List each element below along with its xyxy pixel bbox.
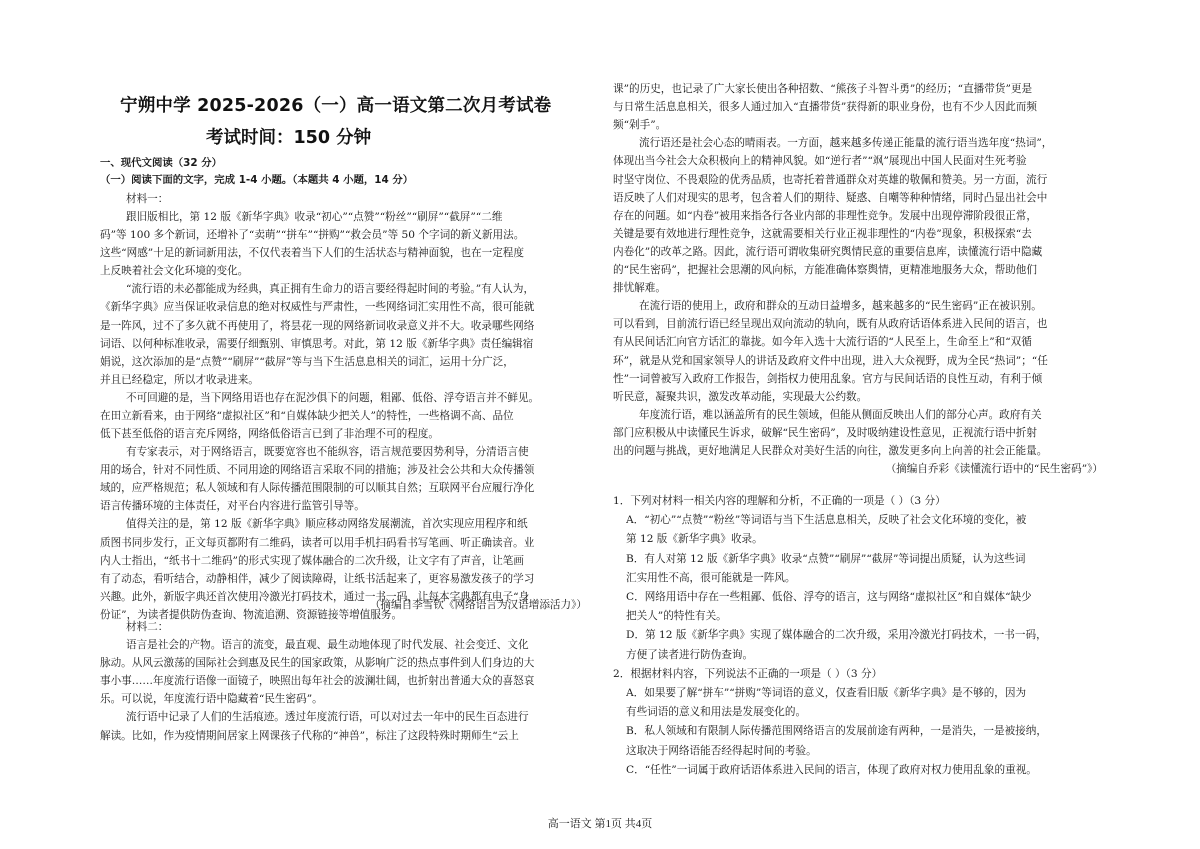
right-text-line: 频“剁手”。 bbox=[613, 119, 667, 132]
right-text-line: 第 12 版《新华字典》收录。 bbox=[626, 533, 763, 546]
left-text-line: 解读。比如，作为疫情期间居家上网课孩子代称的“神兽”，标注了这段特殊时期师生“云上 bbox=[100, 729, 519, 742]
left-text-line: 域的，应严格规范；私人领域和有人际传播范围限制的可以顺其自然；互联网平台应履行净化 bbox=[100, 482, 535, 495]
right-text-line: 的“民生密码”，把握社会思潮的风向标，方能准确体察舆情，更精准地服务大众，帮助他们 bbox=[613, 264, 1037, 276]
right-text-line: 部门应积极从中读懂民生诉求，破解“民生密码”，及时吸纳建设性意见，正视流行语中折射 bbox=[613, 426, 1037, 439]
left-text-line: 低下甚至低俗的语言充斥网络，网络低俗语言已到了非治理不可的程度。 bbox=[100, 428, 439, 441]
right-text-line: 汇实用性不高，很可能就是一阵风。 bbox=[626, 571, 796, 584]
left-text-line: 词语、以何种标准收录，需要仔细甄别、审慎思考。对此，第 12 版《新华字典》责任编辑宿 bbox=[100, 337, 534, 350]
right-text-line: 有些词语的意义和用法是发展变化的。 bbox=[626, 706, 807, 719]
left-text-line: 材料一： bbox=[126, 193, 169, 205]
left-text-line: 材料二： bbox=[126, 621, 169, 633]
right-text-line: B．私人领域和有限制人际传播范围网络语言的发展前途有两种，一是消失，一是被接纳， bbox=[626, 725, 1047, 738]
right-text-line: 环”，就是从党和国家领导人的讲话及政府文件中出现，进入大众视野，成为全民“热词”；“任 bbox=[613, 354, 1048, 367]
left-text-line: 质图书同步发行，正文每页都附有二维码，读者可以用手机扫码看书写笔画、听正确读音。业 bbox=[100, 536, 535, 549]
left-text-line: 这些“网感”十足的新词新用法，不仅代表着当下人们的生活状态与精神面貌，也在一定程度 bbox=[100, 247, 524, 260]
right-text-line: 体现出当今社会大众积极向上的精神风貌。如“逆行者”“飒”展现出中国人民面对生死考验 bbox=[613, 155, 1027, 168]
left-text-line: 是一阵风，过不了多久就不再使用了，将昙花一现的网络新词收录意义并不大。收录哪些网络 bbox=[100, 319, 535, 332]
right-text-line: 1．下列对材料一相关内容的理解和分析，不正确的一项是（ ）（3 分） bbox=[613, 495, 946, 507]
right-text-line: 与日常生活息息相关，很多人通过加入“直播带货”获得新的职业身份，也有不少人因此而频 bbox=[613, 101, 1037, 114]
right-text-line: A．如果要了解“拼车”“拼购”等词语的意义，仅查看旧版《新华字典》是不够的，因为 bbox=[626, 687, 1027, 699]
exam-title: 宁朔中学 2025-2026（一）高一语文第二次月考试卷 bbox=[120, 96, 552, 116]
right-text-line: B．有人对第 12 版《新华字典》收录“点赞”“刷屏”“截屏”等词提出质疑，认为这些词 bbox=[626, 552, 1026, 565]
left-text-line: 不可回避的是，当下网络用语也存在泥沙俱下的问题，粗鄙、低俗、浮夸语言并不鲜见。 bbox=[126, 391, 540, 404]
left-text-line: 事小事……年度流行语像一面镜子，映照出每年社会的波澜壮阔，也折射出普通大众的喜怒哀 bbox=[100, 675, 535, 688]
right-text-line: 语反映了人们对现实的思考，包含着人们的期待、疑惑、自嘲等种种情绪，同时凸显出社会中 bbox=[613, 191, 1048, 204]
right-text-line: 流行语还是社会心态的晴雨表。一方面，越来越多传递正能量的流行语当选年度“热词”， bbox=[639, 137, 1053, 150]
right-text-line: 这取决于网络语能否经得起时间的考验。 bbox=[626, 744, 817, 757]
right-text-line: 关键是要有效地进行理性竞争，这就需要相关行业正视非理性的“内卷”现象，积极探索“去 bbox=[613, 227, 1032, 240]
left-text-line: 有专家表示，对于网络语言，既要宽容也不能纵容，语言规范要因势利导，分清语言使 bbox=[126, 446, 529, 459]
left-text-line: 码”等 100 多个新词，还增补了“卖萌”“拼车”“拼购”“救会员”等 50 个字词的新义新用法。 bbox=[100, 229, 525, 242]
left-text-line: 份证”，为读者提供防伪查询、物流追溯、资源链接等增值服务。 bbox=[100, 608, 403, 621]
right-text-line: 排忧解难。 bbox=[613, 282, 666, 295]
left-text-line: 《新华字典》应当保证收录信息的绝对权威性与严肃性，一些网络词汇实用性不高，很可能就 bbox=[100, 301, 535, 314]
left-text-line: 脉动。从风云激荡的国际社会到惠及民生的国家政策，从影响广泛的热点事件到人们身边的大 bbox=[100, 657, 535, 670]
right-text-line: 2．根据材料内容，下列说法不正确的一项是（ ）（3 分） bbox=[613, 667, 883, 680]
right-text-line: C．“任性”一词属于政府话语体系进入民间的语言，体现了政府对权力使用乱象的重视。 bbox=[626, 763, 1037, 776]
left-text-line: 并且已经稳定，所以才收录进来。 bbox=[100, 373, 259, 386]
right-text-line: 年度流行语，难以涵盖所有的民生领域，但能从侧面反映出人们的部分心声。政府有关 bbox=[639, 408, 1042, 421]
right-text-line: 时坚守岗位、不畏艰险的优秀品质，也寄托着普通群众对英雄的敬佩和赞美。另一方面，流行 bbox=[613, 173, 1048, 186]
right-text-line: 听民意，凝聚共识，激发改革动能，实现最大公约数。 bbox=[613, 390, 868, 403]
left-text-line: 流行语中记录了人们的生活痕迹。透过年度流行语，可以对过去一年中的民生百态进行 bbox=[126, 711, 529, 724]
left-text-line: 乐。可以说，年度流行语中隐藏着“民生密码”。 bbox=[100, 693, 323, 706]
right-text-line: 出的问题与挑战，更好地满足人民群众对美好生活的向往，激发更多向上向善的社会正能量。 bbox=[613, 445, 1048, 457]
left-text-line: 语言是社会的产物。语言的流变，最直观、最生动地体现了时代发展、社会变迁、文化 bbox=[126, 639, 529, 651]
right-text-line: A．“初心”“点赞”“粉丝”等词语与当下生活息息相关，反映了社会文化环境的变化，被 bbox=[626, 514, 1027, 527]
left-text-line: 内人士指出，“纸书十二维码”的形式实现了媒体融合的二次升级，让文字有了声音，让笔画 bbox=[100, 554, 524, 567]
right-text-line: C．网络用语中存在一些粗鄙、低俗、浮夸的语言，这与网络“虚拟社区”和自媒体“缺少 bbox=[626, 591, 1032, 603]
left-text-line: 在田立新看来，由于网络“虚拟社区”和“自媒体缺少把关人”的特性，一些格调不高、品位 bbox=[100, 409, 514, 422]
right-text-line: 性”一词曾被写入政府工作报告，剑指权力使用乱象。官方与民间话语的良性互动，有利于倾 bbox=[613, 372, 1043, 385]
right-text-line: 把关人”的特性有关。 bbox=[626, 610, 727, 623]
left-text-line: 值得关注的是，第 12 版《新华字典》顺应移动网络发展潮流，首次实现应用程序和纸 bbox=[126, 518, 528, 531]
left-text-line: 有了动态，看听结合，动静相伴，减少了阅读障碍，让纸书活起来了，更容易激发孩子的学习 bbox=[100, 572, 535, 585]
left-text-line: 娟说，这次添加的是“点赞”“刷屏”“截屏”等与当下生活息息相关的词汇，运用十分广泛， bbox=[100, 355, 514, 368]
right-text-line: （摘编自乔彩《读懂流行语中的“民生密码”》） bbox=[885, 463, 1103, 476]
left-text-line: 上反映着社会文化环境的变化。 bbox=[100, 265, 249, 278]
page-footer: 高一语文 第1页 共4页 bbox=[547, 818, 653, 830]
exam-subtitle: 考试时间：150 分钟 bbox=[206, 128, 372, 148]
part-heading: （一）阅读下面的文字，完成 1-4 小题。（本题共 4 小题，14 分） bbox=[100, 174, 414, 186]
right-text-line: D．第 12 版《新华字典》实现了媒体融合的二次升级，采用冷激光打码技术，一书一码， bbox=[626, 629, 1047, 642]
right-text-line: 方便了读者进行防伪查询。 bbox=[626, 648, 754, 661]
section-heading: 一、现代文阅读（32 分） bbox=[100, 157, 222, 169]
right-text-line: 内卷化”的改革之路。因此，流行语可谓收集研究舆情民意的重要信息库，读懂流行语中隐藏 bbox=[613, 245, 1043, 258]
left-text-line: 兴趣。此外，新版字典还首次使用冷激光打码技术，通过一书一码，让每本字典都有电子“身 bbox=[100, 590, 530, 603]
left-text-line: （摘编自李雪钦《网络语言为汉语增添活力》） bbox=[369, 599, 587, 611]
left-text-line: 语言传播环境的主体责任，对平台内容进行监管引导等。 bbox=[100, 500, 365, 513]
left-text-line: 用的场合，针对不同性质、不同用途的网络语言采取不同的措施；涉及社会公共和大众传播领 bbox=[100, 464, 535, 477]
right-text-line: 有从民间话汇向官方话汇的靠拢。如今年入选十大流行语的“人民至上，生命至上”和“双循 bbox=[613, 336, 1032, 349]
left-text-line: “流行语的未必都能成为经典，真正拥有生命力的语言要经得起时间的考验。”有人认为， bbox=[126, 283, 535, 296]
right-text-line: 存在的问题。如“内卷”被用来指各行各业内部的非理性竞争。发展中出现停滞阶段很正常， bbox=[613, 209, 1037, 222]
left-text-line: 跟旧版相比，第 12 版《新华字典》收录“初心”“点赞”“粉丝”“刷屏”“截屏”“二维 bbox=[126, 211, 503, 224]
right-text-line: 课”的历史，也记录了广大家长使出各种招数、“熊孩子斗智斗勇”的经历；“直播带货”更是 bbox=[613, 83, 1033, 95]
right-text-line: 可以看到，目前流行语已经呈现出双向流动的轨向，既有从政府话语体系进入民间的语言，也 bbox=[613, 318, 1048, 331]
right-text-line: 在流行语的使用上，政府和群众的互动日益增多，越来越多的“民生密码”正在被识别。 bbox=[639, 300, 1042, 313]
